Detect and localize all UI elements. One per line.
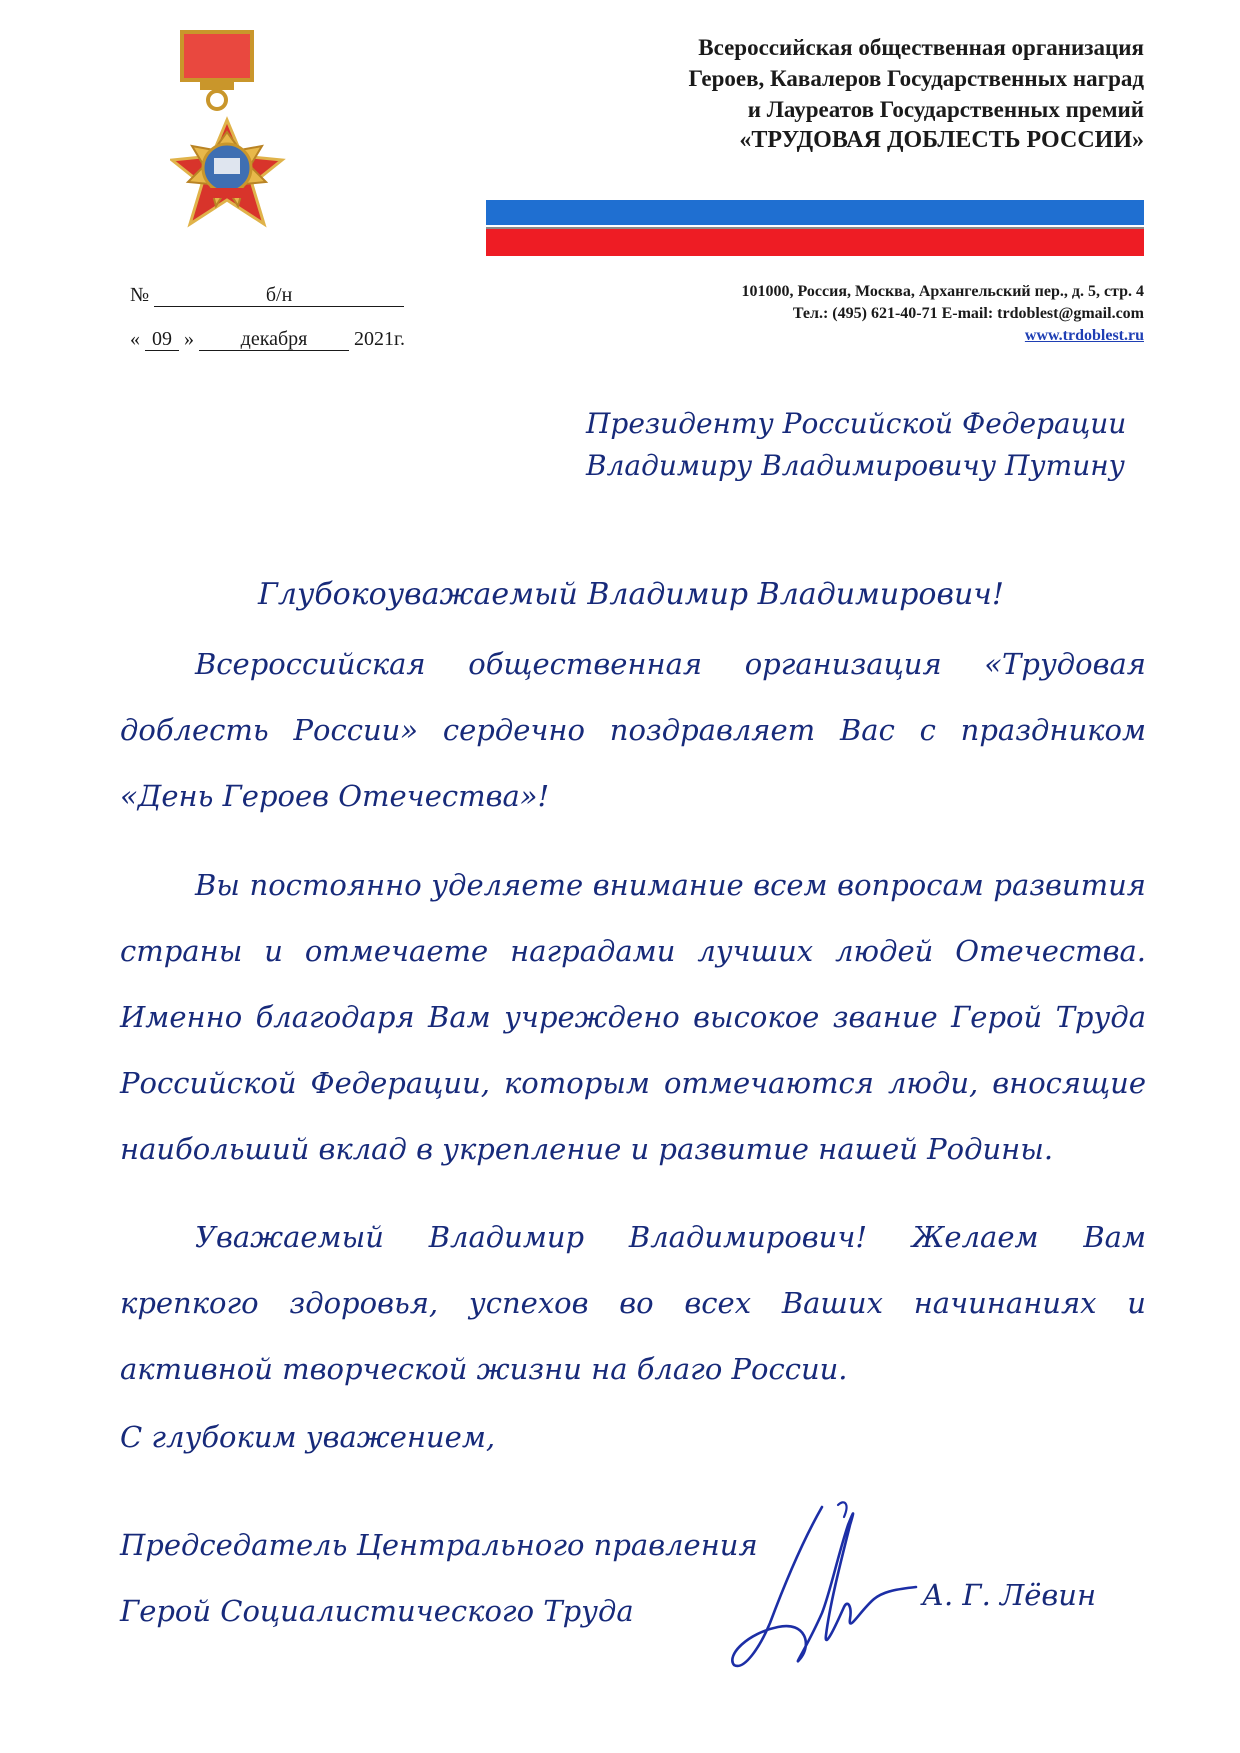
paragraph-3-text: Уважаемый Владимир Владимирович! Желаем Вам крепкого здоровья, успехов во всех Ваших начинаниях и активной творческой жизни на благо России. — [120, 1220, 1146, 1386]
recipient-line-2: Владимиру Владимировичу Путину — [586, 449, 1125, 482]
org-name: «ТРУДОВАЯ ДОБЛЕСТЬ РОССИИ» — [739, 127, 1144, 153]
salutation — [0, 577, 1240, 612]
signer-title-line-2: Герой Социалистического Труда — [120, 1594, 634, 1628]
salutation-text: Глубокоуважаемый Владимир Владимирович! — [257, 577, 1004, 612]
paragraph-2-text: Вы постоянно уделяете внимание всем вопросам развития страны и отмечаете наградами лучших людей Отечества. Именно благодаря Вам учреждено высокое звание Герой Труда Российской Федерации, которым отмечаются люди, вносящие наибольший вклад в укрепление и развитие нашей Родины. — [120, 868, 1146, 1166]
paragraph-3 — [120, 1204, 1146, 1402]
flag-blue-stripe — [486, 200, 1144, 225]
paragraph-1 — [120, 631, 1146, 829]
signer-name: А. Г. Лёвин — [922, 1578, 1097, 1612]
paragraph-1-text: Всероссийская общественная организация «Трудовая доблесть России» сердечно поздравляет Вас с праздником «День Героев Отечества»! — [120, 647, 1146, 813]
organization-header — [444, 32, 1144, 156]
paragraph-2 — [120, 852, 1146, 1182]
date-close-quote: » — [184, 328, 194, 350]
signer-title-line-1: Председатель Центрального правления — [120, 1528, 758, 1562]
contact-block — [524, 281, 1144, 347]
signer-title — [120, 1512, 758, 1644]
phone-email: Тел.: (495) 621-40-71 E-mail: trdoblest@gmail.com — [792, 305, 1144, 322]
medal-emblem — [170, 28, 320, 260]
number-sign: № — [130, 284, 150, 306]
handwritten-signature — [726, 1495, 926, 1685]
number-value: б/н — [154, 284, 404, 307]
date-year: 2021г. — [354, 328, 405, 350]
date-day: 09 — [145, 328, 179, 351]
address: 101000, Россия, Москва, Архангельский пер., д. 5, стр. 4 — [741, 283, 1144, 300]
org-line-3: и Лауреатов Государственных премий — [747, 97, 1144, 122]
closing: С глубоким уважением, — [120, 1420, 496, 1454]
registration-date — [130, 328, 405, 351]
recipient-line-1: Президенту Российской Федерации — [586, 407, 1127, 440]
flag-red-stripe — [486, 229, 1144, 256]
flag-band — [486, 200, 1144, 258]
org-line-1: Всероссийская общественная организация — [698, 35, 1144, 60]
registration-number — [130, 284, 404, 307]
recipient-block — [586, 403, 1126, 487]
date-month: декабря — [199, 328, 349, 351]
org-line-2: Героев, Кавалеров Государственных наград — [688, 66, 1144, 91]
website-link[interactable]: www.trdoblest.ru — [1024, 327, 1144, 344]
date-open-quote: « — [130, 328, 140, 350]
